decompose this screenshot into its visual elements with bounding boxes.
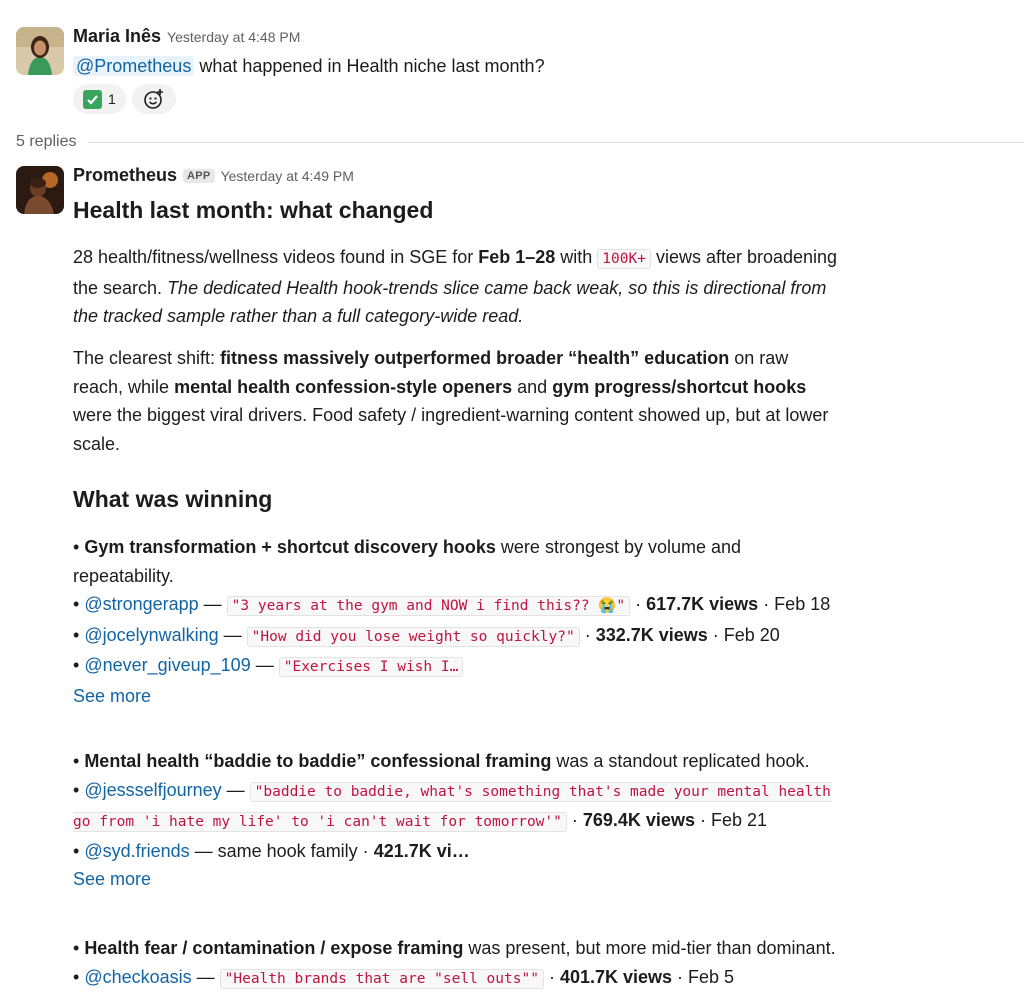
paragraph-shift bbox=[73, 344, 843, 458]
italic-text: The dedicated Health hook-trends slice came back weak, so this is directional from the tracked sample rather than a full category-wide read. bbox=[73, 277, 827, 326]
list-item: • Health fear / contamination / expose framing was present, but more mid-tier than dominant. bbox=[73, 938, 836, 958]
text: were strongest by volume and repeatability. bbox=[73, 537, 742, 586]
text: on raw reach, while bbox=[73, 348, 789, 397]
group-mental-health bbox=[73, 747, 843, 894]
handle-link[interactable]: @strongerapp bbox=[84, 594, 199, 614]
text: was a standout replicated hook. bbox=[551, 751, 810, 771]
handle-link[interactable]: @jocelynwalking bbox=[84, 624, 219, 645]
views-count: 617.7K views bbox=[646, 594, 759, 614]
text: The clearest shift: bbox=[73, 348, 221, 368]
list-item: • @syd.friends — same hook family · 421.7K vi… bbox=[73, 840, 470, 861]
text: were the biggest viral drivers. Food safety / ingredient-warning content showed up, but at lower scale. bbox=[73, 405, 829, 454]
bold-text: Gym transformation + shortcut discovery hooks bbox=[84, 537, 496, 557]
text: 28 health/fitness/wellness videos found in SGE for bbox=[73, 247, 479, 267]
bold-text: Feb 1–28 bbox=[478, 247, 556, 267]
text: was present, but more mid-tier than dominant. bbox=[463, 938, 836, 958]
message-header-prometheus bbox=[73, 165, 354, 186]
date: · Feb 18 bbox=[758, 594, 831, 614]
reaction-check[interactable] bbox=[73, 84, 126, 114]
inline-code: "baddie to baddie, what's something that's made your mental health go from 'i hate my life' to 'i can't wait for tomorrow'" bbox=[73, 783, 831, 830]
text: and bbox=[512, 376, 553, 397]
author-name[interactable]: Prometheus bbox=[73, 165, 178, 185]
see-more-link[interactable]: See more bbox=[73, 685, 152, 706]
app-badge: APP bbox=[183, 169, 215, 183]
bold-text: fitness massively outperformed broader “health” education bbox=[220, 348, 730, 368]
views-count: 332.7K views bbox=[595, 624, 708, 645]
inline-code: "Exercises I wish I… bbox=[279, 657, 464, 677]
replies-count[interactable]: 5 replies bbox=[16, 133, 77, 150]
message-header bbox=[73, 26, 300, 47]
views-count: 421.7K vi… bbox=[373, 840, 470, 861]
inline-code: 100K+ bbox=[597, 249, 651, 269]
views-count: 769.4K views bbox=[582, 810, 695, 830]
date: · Feb 5 bbox=[672, 966, 735, 987]
mention-prometheus[interactable]: @Prometheus bbox=[73, 56, 194, 76]
add-reaction-button[interactable] bbox=[132, 84, 176, 114]
paragraph-summary bbox=[73, 243, 843, 331]
see-more-link[interactable]: See more bbox=[73, 869, 152, 889]
group-health-fear bbox=[73, 934, 843, 993]
text: — same hook family · bbox=[189, 840, 374, 861]
views-count: 401.7K views bbox=[559, 966, 673, 987]
bold-text: Health fear / contamination / expose framing bbox=[84, 938, 464, 958]
avatar-maria[interactable] bbox=[16, 27, 64, 75]
bold-text: Mental health “baddie to baddie” confessional framing bbox=[84, 751, 552, 771]
divider-line bbox=[88, 142, 1024, 143]
message-text: what happened in Health niche last month? bbox=[199, 56, 545, 76]
handle-link[interactable]: @syd.friends bbox=[84, 840, 190, 861]
author-name[interactable]: Maria Inês bbox=[73, 26, 162, 46]
group-gym bbox=[73, 533, 843, 710]
inline-code: "3 years at the gym and NOW i find this?? 😭" bbox=[227, 596, 630, 616]
date: · Feb 20 bbox=[707, 624, 780, 645]
handle-link[interactable]: @never_giveup_109 bbox=[84, 655, 251, 675]
list-item: • @checkoasis — "Health brands that are "sell outs"" · 401.7K views · Feb 5 bbox=[73, 966, 735, 987]
list-item: • @strongerapp — "3 years at the gym and NOW i find this?? 😭" · 617.7K views · Feb 18 bbox=[73, 594, 831, 614]
date: · Feb 21 bbox=[694, 810, 767, 830]
section-title: What was winning bbox=[73, 486, 273, 512]
text: with bbox=[555, 247, 598, 267]
response-heading-block bbox=[73, 197, 843, 224]
handle-link[interactable]: @jessselfjourney bbox=[84, 779, 222, 800]
timestamp[interactable]: Yesterday at 4:48 PM bbox=[167, 29, 301, 45]
check-mark-icon bbox=[83, 90, 102, 109]
list-item: • Gym transformation + shortcut discovery hooks were strongest by volume and repeatability. bbox=[73, 537, 742, 586]
timestamp[interactable]: Yesterday at 4:49 PM bbox=[220, 168, 354, 184]
reaction-count: 1 bbox=[108, 91, 116, 107]
section-title-block bbox=[73, 486, 843, 513]
add-reaction-icon bbox=[143, 88, 165, 110]
text: views after broadening the search. bbox=[73, 247, 838, 298]
inline-code: "How did you lose weight so quickly?" bbox=[247, 627, 580, 647]
list-item: • @jocelynwalking — "How did you lose weight so quickly?" · 332.7K views · Feb 20 bbox=[73, 624, 780, 645]
bold-text: mental health confession-style openers bbox=[174, 376, 513, 397]
inline-code: "Health brands that are "sell outs"" bbox=[220, 969, 544, 989]
list-item: • @jessselfjourney — "baddie to baddie, what's something that's made your mental health go from 'i hate my life' to 'i can't wait for tomorrow'" · 769.4K views · Feb 21 bbox=[73, 779, 831, 830]
reactions-bar bbox=[73, 84, 176, 114]
list-item: • @never_giveup_109 — "Exercises I wish I… bbox=[73, 651, 843, 682]
response-heading: Health last month: what changed bbox=[73, 197, 434, 223]
bold-text: gym progress/shortcut hooks bbox=[552, 376, 807, 397]
message-body bbox=[73, 52, 545, 81]
message-maria bbox=[0, 0, 1024, 120]
thread-replies-divider bbox=[16, 133, 1024, 151]
list-item: • Mental health “baddie to baddie” confessional framing was a standout replicated hook. bbox=[73, 751, 810, 771]
avatar-prometheus[interactable] bbox=[16, 166, 64, 214]
handle-link[interactable]: @checkoasis bbox=[84, 966, 192, 987]
